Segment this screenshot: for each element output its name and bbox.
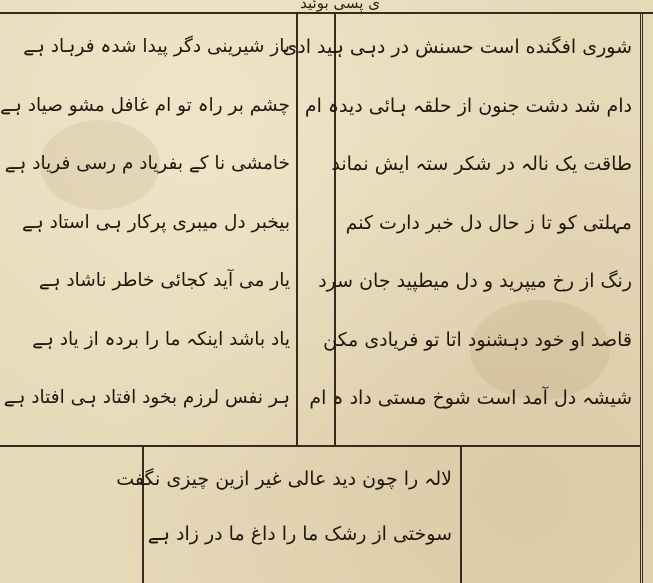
- left-verse-column: [0, 18, 290, 428]
- verse-line: بیخبر دل میبری پرکار ہی استاد ہے: [22, 211, 290, 233]
- verse-line: شیشہ دل آمد است شوخ مستی داد ہ ام: [309, 387, 632, 409]
- couplet-line-2: سوختی از رشک ما را داغ ما در زاد ہے: [147, 523, 452, 545]
- verse-line: دام شد دشت جنون از حلقہ ہائی دیدہ ام: [304, 94, 632, 117]
- verse-line: رنگ از رخ میپرید و دل میطپید جان سرد: [318, 270, 632, 292]
- verse-line: یار می آید کجائی خاطر ناشاد ہے: [38, 270, 290, 291]
- column-divider-left: [296, 12, 298, 445]
- right-verse-column: [282, 18, 632, 428]
- verse-line: خامشی نا کے بفریاد م رسی فریاد ہے: [4, 153, 290, 174]
- verse-line: مہلتی کو تا ز حال دل خبر دارت کنم: [345, 211, 632, 234]
- top-text-fragment: ی پسی بوئید: [300, 0, 380, 12]
- closing-couplet: [116, 452, 452, 576]
- verse-line: باز شیرینی دگر پیدا شدہ فرہاد ہے: [23, 36, 290, 57]
- couplet-line-1: لالہ را چون دید عالی غیر ازین چیزی نگفت: [116, 468, 452, 490]
- verse-line: یاد باشد اینکہ ما را بردہ از یاد ہے: [32, 328, 290, 350]
- verse-line: شوری افگنده است حسنش در دہی ہید ادی: [282, 36, 632, 58]
- verse-line: چشم بر راہ تو ام غافل مشو صیاد ہے: [0, 94, 290, 116]
- verse-line: ہر نفس لرزم بخود افتاد ہی افتاد ہے: [3, 387, 290, 408]
- footer-box-right: [460, 445, 462, 583]
- footer-top-rule: [0, 445, 640, 447]
- verse-line: قاصد او خود دہشنود اتا تو فریادی مکن: [323, 328, 632, 351]
- verse-line: طاقت یک نالہ در شکر ستہ ایش نماند: [331, 153, 632, 175]
